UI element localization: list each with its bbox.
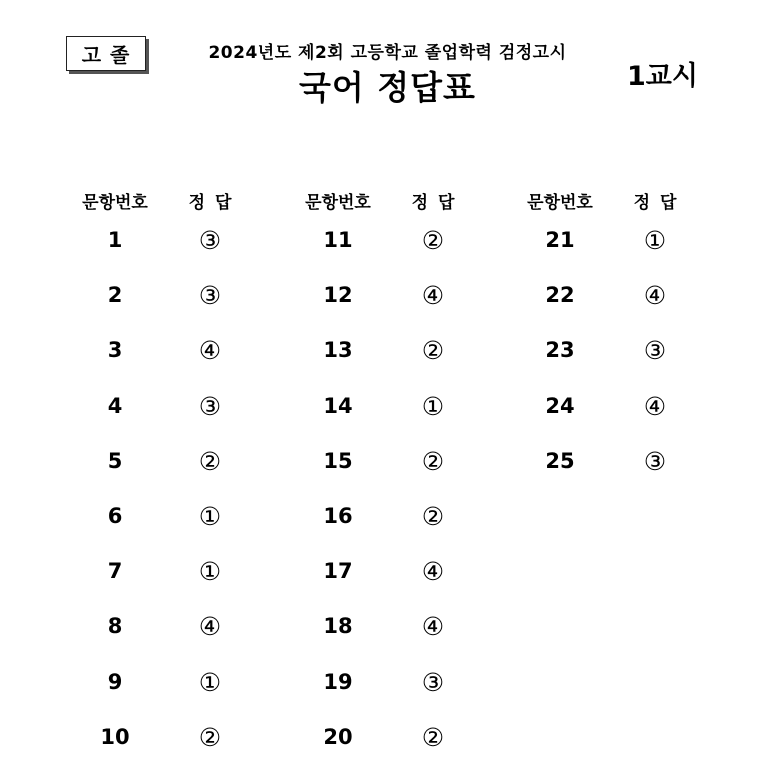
answer-choice: ① [421,391,445,421]
question-number: 9 [107,669,123,694]
question-number: 21 [545,228,575,252]
answer-column-group-1 [75,186,275,752]
answer-row [75,283,275,338]
answer-header: 정 답 [633,193,677,213]
answer-choice: ③ [643,336,667,366]
question-number: 24 [545,393,575,418]
question-number: 3 [107,338,123,363]
answer-header: 정 답 [188,193,232,213]
column-header [298,186,498,214]
answer-choice: ③ [198,391,222,421]
question-number: 22 [545,283,575,308]
answer-choice: ① [198,501,222,531]
question-number: 18 [323,614,353,639]
answer-row [75,338,275,393]
answer-row [298,559,498,614]
answer-choice: ③ [643,446,667,476]
answer-choice: ② [421,501,445,531]
question-number: 23 [545,338,575,363]
answer-rows [520,228,720,504]
answer-choice: ① [643,226,667,255]
answer-choice: ② [421,722,445,752]
answer-choice: ④ [421,557,445,587]
answer-rows [298,228,498,780]
answer-choice: ① [198,667,222,697]
answer-choice: ③ [198,226,222,255]
exam-subtitle: 2024년도 제2회 고등학교 졸업학력 검정고시 [208,43,567,63]
answer-choice: ④ [198,336,222,366]
page-title: 국어 정답표 [299,68,476,107]
answer-row [75,391,275,449]
answer-row [298,338,498,393]
answer-row [75,228,275,283]
answer-row [298,614,498,669]
question-number: 25 [545,448,575,473]
answer-row [298,446,498,504]
question-number: 20 [323,724,353,749]
answer-row [75,446,275,504]
answer-rows [75,228,275,780]
answer-choice: ④ [421,612,445,642]
answer-row [520,283,720,338]
question-number-header: 문항번호 [527,193,593,213]
answer-row [520,338,720,393]
answer-row [298,667,498,725]
answer-choice: ④ [643,281,667,311]
question-number: 15 [323,448,353,473]
answer-column-group-3 [520,186,720,476]
question-number: 4 [107,393,123,418]
answer-choice: ② [421,336,445,366]
question-number: 6 [107,503,123,528]
question-number: 19 [323,669,353,694]
answer-row [520,391,720,449]
answer-row [520,446,720,504]
answer-row [298,283,498,338]
answer-row [298,391,498,449]
answer-choice: ② [198,722,222,752]
question-number: 8 [107,614,123,639]
answer-row [520,228,720,283]
answer-row [75,501,275,559]
answer-choice: ④ [643,391,667,421]
answer-choice: ④ [421,281,445,311]
question-number: 5 [107,448,123,473]
question-number: 12 [323,283,353,308]
exam-level-badge: 고 졸 [66,36,146,71]
question-number-header: 문항번호 [82,193,148,213]
answer-choice: ② [421,226,445,255]
answer-column-group-2 [298,186,498,752]
answer-header: 정 답 [411,193,455,213]
answer-choice: ② [198,446,222,476]
question-number: 10 [100,724,130,749]
question-number: 17 [323,559,353,584]
answer-row [75,667,275,725]
question-number: 11 [323,228,353,252]
answer-choice: ④ [198,612,222,642]
answer-choice: ③ [198,281,222,311]
question-number: 16 [323,503,353,528]
exam-period: 1교시 [627,61,698,92]
question-number: 1 [107,228,123,252]
answer-choice: ② [421,446,445,476]
answer-row [298,501,498,559]
column-header [75,186,275,214]
column-header [520,186,720,214]
answer-row [298,228,498,283]
answer-row [75,614,275,669]
answer-choice: ③ [421,667,445,697]
question-number: 13 [323,338,353,363]
question-number-header: 문항번호 [305,193,371,213]
question-number: 14 [323,393,353,418]
question-number: 2 [107,283,123,308]
answer-row [75,559,275,614]
answer-choice: ① [198,557,222,587]
question-number: 7 [107,559,123,584]
